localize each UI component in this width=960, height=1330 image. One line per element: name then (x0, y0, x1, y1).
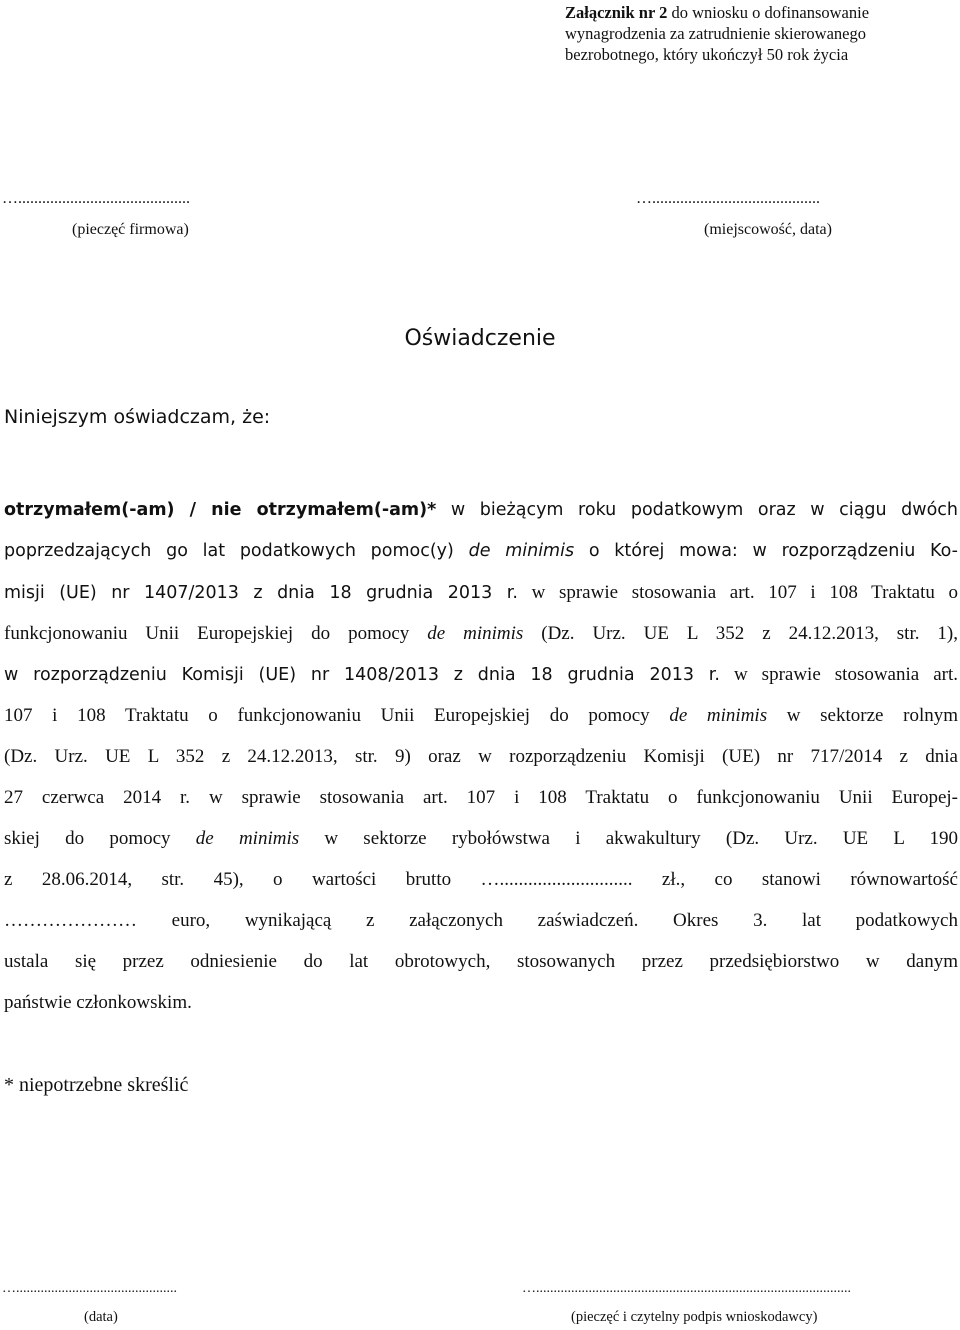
de-minimis-term: de minimis (669, 705, 768, 726)
statement-line-3-a: misji (UE) nr 1407/2013 z dnia 18 grudnia 2013 r. (4, 583, 518, 603)
statement-line-11: ………………… euro, wynikającą z załączonych zaświadczeń. Okres 3. lat podatkowych (4, 910, 958, 931)
statement-line-5-b: w sprawie stosowania art. (719, 664, 958, 685)
signature-label: (pieczęć i czytelny podpis wnioskodawcy) (571, 1309, 818, 1325)
statement-line-4 (4, 613, 958, 654)
statement-line-9-b: w sektorze rybołówstwa i akwakultury (Dz. Urz. UE L 190 (299, 828, 958, 849)
statement-line-6-b: w sektorze rolnym (767, 705, 959, 726)
footnote-strike-unnecessary: * niepotrzebne skreślić (4, 1074, 189, 1096)
statement-line-6-a: 107 i 108 Traktatu o funkcjonowaniu Unii Europejskiej do pomocy (4, 705, 670, 726)
header-line-1 (565, 2, 960, 23)
header-line-3: bezrobotnego, który ukończył 50 rok życia (565, 45, 849, 64)
date-label: (data) (84, 1309, 118, 1325)
header-line-1-rest: do wniosku o dofinansowanie (667, 3, 870, 22)
document-title: Oświadczenie (404, 326, 556, 351)
company-stamp-label: (pieczęć firmowa) (72, 221, 189, 238)
de-minimis-term: de minimis (468, 541, 575, 561)
statement-line-10: z 28.06.2014, str. 45), o wartości brutto …............................ zł., co stanowi równowartość (4, 869, 958, 890)
statement-line-4-b: (Dz. Urz. UE L 352 z 24.12.2013, str. 1), (523, 623, 959, 644)
de-minimis-term: de minimis (195, 828, 300, 849)
statement-line-5 (4, 654, 958, 695)
statement-line-5-a: w rozporządzeniu Komisji (UE) nr 1408/2013 z dnia 18 grudnia 2013 r. (4, 665, 720, 685)
de-minimis-term: de minimis (427, 623, 524, 644)
statement-paragraph (4, 490, 958, 1023)
place-date-dots: ….......................................... (636, 190, 820, 207)
signature-dots: ….......................................................................................... (522, 1281, 851, 1296)
statement-line-8: 27 czerwca 2014 r. w sprawie stosowania art. 107 i 108 Traktatu o funkcjonowaniu Unii Europej- (4, 787, 958, 808)
statement-line-9-a: skiej do pomocy (4, 828, 196, 849)
statement-line-6 (4, 695, 958, 736)
statement-line-2-a: poprzedzających go lat podatkowych pomoc(y) (4, 541, 469, 561)
statement-line-3 (4, 572, 958, 613)
statement-line-7: (Dz. Urz. UE L 352 z 24.12.2013, str. 9) oraz w rozporządzeniu Komisji (UE) nr 717/2014 z dnia (4, 746, 958, 767)
statement-line-2 (4, 531, 958, 572)
statement-line-13: państwie członkowskim. (4, 992, 192, 1013)
intro-text: Niniejszym oświadczam, że: (4, 406, 271, 428)
company-stamp-dots: …........................................... (2, 190, 190, 207)
attachment-header (565, 2, 960, 65)
choice-received-not-received: otrzymałem(-am) / nie otrzymałem(-am)* (4, 500, 437, 520)
statement-line-4-a: funkcjonowaniu Unii Europejskiej do pomocy (4, 623, 428, 644)
statement-line-3-b: w sprawie stosowania art. 107 i 108 Traktatu o (517, 582, 959, 603)
header-line-2: wynagrodzenia za zatrudnienie skierowanego (565, 24, 866, 43)
statement-line-12: ustala się przez odniesienie do lat obrotowych, stosowanych przez przedsiębiorstwo w danym (4, 951, 958, 972)
statement-line-2-b: o której mowa: w rozporządzeniu Ko- (574, 541, 958, 561)
statement-line-1-rest: w bieżącym roku podatkowym oraz w ciągu dwóch (436, 500, 958, 520)
place-date-label: (miejscowość, data) (704, 221, 832, 238)
date-dots: ….............................................. (2, 1281, 177, 1296)
statement-line-1 (4, 490, 958, 531)
statement-line-9 (4, 818, 958, 859)
attachment-number: Załącznik nr 2 (565, 3, 668, 22)
